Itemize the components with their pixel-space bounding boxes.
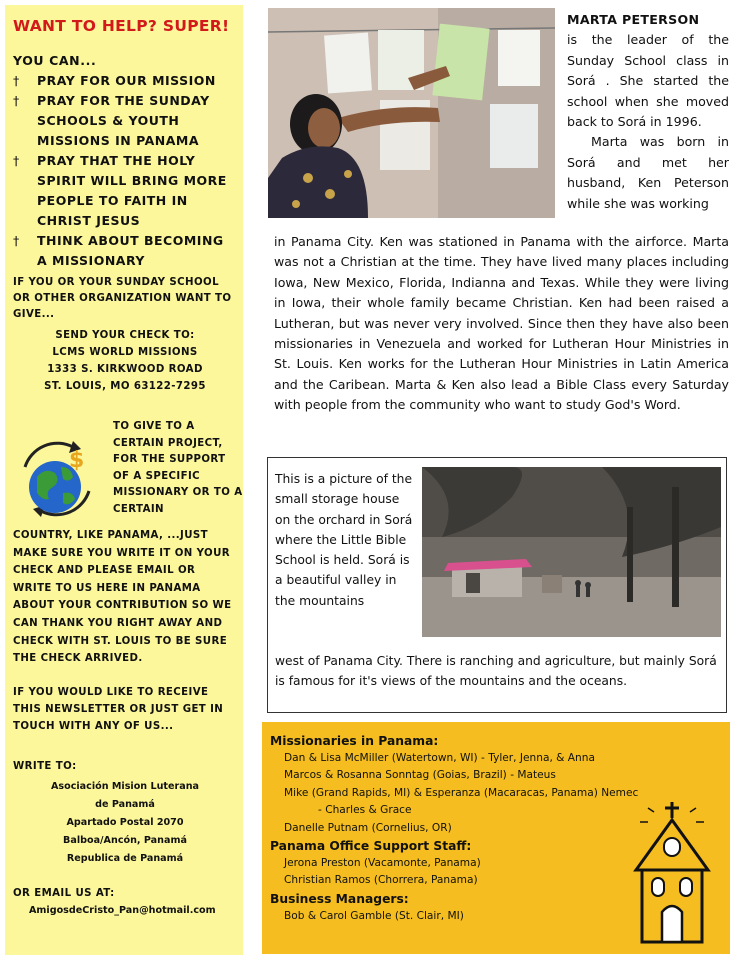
email-label: OR EMAIL US AT: bbox=[13, 887, 115, 899]
email-address[interactable]: AmigosdeCristo_Pan@hotmail.com bbox=[29, 904, 216, 916]
project-text: TO GIVE TO A CERTAIN PROJECT, FOR THE SUPPORT OF A SPECIFIC MISSIONARY OR TO A CERTAIN bbox=[113, 421, 243, 515]
list-item: † PRAY FOR THE SUNDAY SCHOOLS & YOUTH MISSIONS IN PANAMA bbox=[13, 93, 210, 148]
marta-intro bbox=[567, 10, 729, 214]
business-heading: Business Managers: bbox=[270, 891, 409, 906]
newsletter-text: IF YOU WOULD LIKE TO RECEIVE THIS NEWSLETTER OR JUST GET IN TOUCH WITH ANY OF US... bbox=[13, 686, 224, 732]
give-intro: IF YOU OR YOUR SUNDAY SCHOOL OR OTHER ORGANIZATION WANT TO GIVE... bbox=[13, 277, 232, 320]
cross-icon: † bbox=[13, 73, 20, 88]
list-item: Marcos & Rosanna Sonntag (Goias, Brazil) - Mateus bbox=[284, 769, 556, 782]
storage-house-photo bbox=[422, 467, 721, 637]
list-item: † THINK ABOUT BECOMING A MISSIONARY bbox=[13, 233, 224, 268]
pray-list bbox=[13, 71, 237, 271]
article-text-2: Marta was born in Sorá and met her husband, Ken Peterson while she was working bbox=[567, 134, 729, 211]
check-address: SEND YOUR CHECK TO: LCMS WORLD MISSIONS 1333 S. KIRKWOOD ROAD ST. LOUIS, MO 63122-7295 bbox=[44, 330, 206, 392]
storage-house-box bbox=[267, 457, 727, 713]
storage-description: west of Panama City. There is ranching and agriculture, but mainly Sorá is famous for it's views of the mountains and the oceans. bbox=[275, 654, 717, 689]
list-item: Bob & Carol Gamble (St. Clair, MI) bbox=[284, 909, 464, 922]
list-item: - Charles & Grace bbox=[318, 804, 412, 817]
cross-icon: † bbox=[13, 153, 20, 168]
article-text-1: is the leader of the Sunday School class in Sorá . She started the school when she moved back to Sorá in 1996. bbox=[567, 32, 729, 130]
storage-caption: This is a picture of the small storage house on the orchard in Sorá where the Little Bible School is held. Sorá is a beautiful valley in the mountains bbox=[275, 472, 413, 608]
list-item: Jerona Preston (Vacamonte, Panama) bbox=[284, 857, 481, 870]
globe-dollar-icon bbox=[15, 437, 99, 521]
article-body: in Panama City. Ken was stationed in Panama with the airforce. Marta was not a Christian at the time. They have lived many places including Iowa, New Mexico, Florida, Indianna and Texas. While they were living in Iowa, their whole family became Christian. Ken had been raised a Lutheran, but was never very involved. Since then they have also been missionaries in Venezuela and worked for Lutheran Hour Ministries in St. Louis. Ken works for the Lutheran Hour Ministries in Latin America and the Caribean. Marta & Ken also lead a Bible Class every Saturday with people from the community who want to study God's Word. bbox=[274, 234, 729, 413]
missionaries-box bbox=[262, 722, 730, 954]
cross-icon: † bbox=[13, 233, 20, 248]
sidebar-title: WANT TO HELP? SUPER! bbox=[13, 17, 230, 35]
svg-text:$: $ bbox=[69, 448, 85, 473]
office-heading: Panama Office Support Staff: bbox=[270, 839, 472, 854]
project-block bbox=[13, 419, 243, 527]
article-title: MARTA PETERSON bbox=[567, 12, 700, 27]
missionaries-heading: Missionaries in Panama: bbox=[270, 734, 439, 748]
you-can-label: YOU CAN... bbox=[13, 53, 97, 68]
list-item: Mike (Grand Rapids, MI) & Esperanza (Macaracas, Panama) Nemec bbox=[284, 786, 639, 799]
list-item: Dan & Lisa McMiller (Watertown, WI) - Tyler, Jenna, & Anna bbox=[284, 752, 595, 764]
list-item: † PRAY THAT THE HOLY SPIRIT WILL BRING MORE PEOPLE TO FAITH IN CHRIST JESUS bbox=[13, 153, 227, 228]
list-item: Danelle Putnam (Cornelius, OR) bbox=[284, 821, 452, 834]
cross-icon: † bbox=[13, 93, 20, 108]
help-sidebar bbox=[5, 5, 243, 955]
project-text-continued: COUNTRY, LIKE PANAMA, ...JUST MAKE SURE YOU WRITE IT ON YOUR CHECK AND PLEASE EMAIL OR WRITE TO US HERE IN PANAMA ABOUT YOUR CONTRIBUTION SO WE CAN THANK YOU RIGHT AWAY AND CHECK WITH ST. LOUIS TO BE SURE THE CHECK ARRIVED. bbox=[13, 530, 232, 665]
write-to-label: WRITE TO: bbox=[13, 760, 77, 772]
list-item: † PRAY FOR OUR MISSION bbox=[13, 71, 237, 91]
mailing-address: Asociación Mision Luterana de Panamá Apartado Postal 2070 Balboa/Ancón, Panamá Republica de Panamá bbox=[50, 780, 200, 864]
list-item: Christian Ramos (Chorrera, Panama) bbox=[284, 874, 478, 887]
church-icon bbox=[628, 800, 716, 946]
marta-photo bbox=[268, 8, 555, 218]
